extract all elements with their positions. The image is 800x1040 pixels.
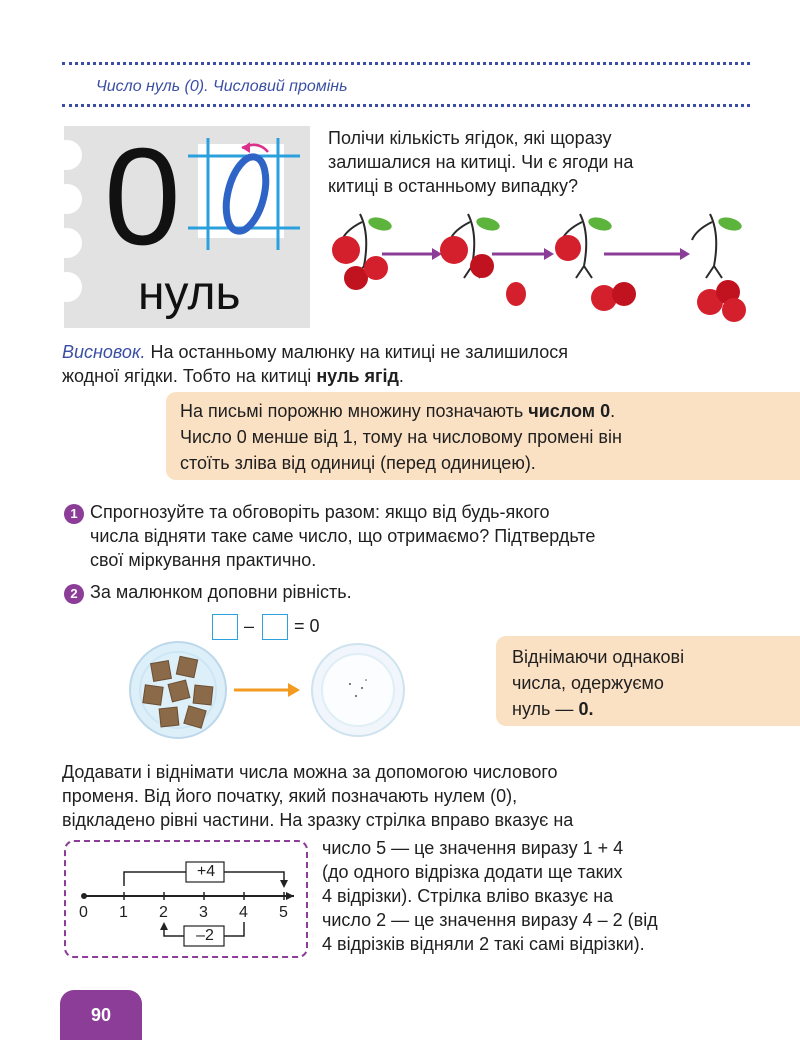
bunch-minus-one (440, 214, 501, 278)
task-number-1: 1 (64, 504, 84, 524)
task-1-line: числа відняти таке саме число, що отримаємо? Підтвердьте (90, 526, 596, 546)
rule-bold: числом 0 (528, 401, 611, 421)
tick-label-2: 2 (159, 904, 168, 921)
intro-paragraph-line: відкладено рівні частини. На зразку стрілка вправо вказує на (62, 810, 574, 830)
info-text: нуль — (512, 699, 579, 719)
bunch-empty (692, 214, 743, 278)
number-line-explanation (322, 836, 752, 956)
conclusion (62, 340, 752, 388)
task-1-line: Спрогнозуйте та обговоріть разом: якщо від будь-якого (90, 502, 550, 522)
explanation-line: 4 відрізків відняли 2 такі самі відрізки). (322, 934, 645, 954)
binder-hole (52, 184, 82, 214)
tick-label-0: 0 (79, 904, 88, 921)
minus-two-label: –2 (196, 927, 214, 944)
zero-word: нуль (138, 267, 241, 320)
intro-line: китиці в останньому випадку? (328, 176, 578, 196)
page-number: 90 (60, 990, 142, 1040)
berry-sequence-illustration (320, 206, 760, 336)
rule-box (166, 392, 800, 480)
info-text: числа, одержуємо (512, 673, 664, 693)
explanation-line: (до одного відрізка додати ще таких (322, 862, 623, 882)
bottom-dotted-rule (62, 104, 750, 107)
info-bold: 0. (578, 699, 594, 719)
section-title: Число нуль (0). Числовий промінь (96, 78, 348, 95)
intro-question (328, 126, 633, 198)
tick-label-3: 3 (199, 904, 208, 921)
binder-hole (52, 140, 82, 170)
conclusion-label: Висновок. (62, 342, 146, 362)
rule-text: стоїть зліва від одиниці (перед одиницею). (180, 453, 536, 473)
task-1-line: свої міркування практично. (90, 550, 317, 570)
equation-result: = 0 (294, 616, 320, 636)
rule-text: . (610, 401, 616, 421)
task-number-2: 2 (64, 584, 84, 604)
tick-label-5: 5 (279, 904, 288, 921)
binder-hole (52, 272, 82, 302)
explanation-line: число 5 — це значення виразу 1 + 4 (322, 838, 624, 858)
number-line-diagram (64, 840, 308, 958)
intro-line: Полічи кількість ягідок, які щоразу (328, 128, 612, 148)
bunch-minus-two (555, 214, 613, 278)
answer-box-1[interactable] (212, 614, 238, 640)
intro-paragraph-line: Додавати і віднімати числа можна за допомогою числового (62, 762, 558, 782)
top-dotted-rule (62, 62, 750, 65)
tick-label-1: 1 (119, 904, 128, 921)
conclusion-bold: нуль ягід (316, 366, 399, 386)
intro-line: залишалися на китиці. Чи є ягоди на (328, 152, 634, 172)
intro-paragraph-line: променя. Від його початку, який позначають нулем (0), (62, 786, 518, 806)
plates-illustration (126, 640, 416, 740)
number-line-intro (62, 760, 752, 832)
explanation-line: 4 відрізки). Стрілка вліво вказує на (322, 886, 614, 906)
handwriting-grid (188, 132, 300, 252)
plus-four-label: +4 (196, 863, 216, 880)
tick-label-4: 4 (239, 904, 248, 921)
rule-text: Число 0 менше від 1, тому на числовому промені він (180, 427, 622, 447)
explanation-line: число 2 — це значення виразу 4 – 2 (від (322, 910, 658, 930)
zero-digit: 0 (104, 120, 181, 274)
minus-sign: – (244, 616, 255, 636)
conclusion-text: . (398, 366, 404, 386)
zero-card (64, 120, 310, 328)
info-box (496, 636, 800, 726)
answer-box-2[interactable] (262, 614, 288, 640)
task-1-text (90, 500, 750, 572)
conclusion-text: На останньому малюнку на китиці не залишилося (145, 342, 569, 362)
rule-text: На письмі порожню множину позначають (180, 401, 529, 421)
task-2-text: За малюнком доповни рівність. (90, 582, 352, 602)
binder-hole (52, 228, 82, 258)
bunch-full (332, 214, 393, 290)
conclusion-text: жодної ягідки. Тобто на китиці (62, 366, 317, 386)
info-text: Віднімаючи однакові (512, 647, 685, 667)
